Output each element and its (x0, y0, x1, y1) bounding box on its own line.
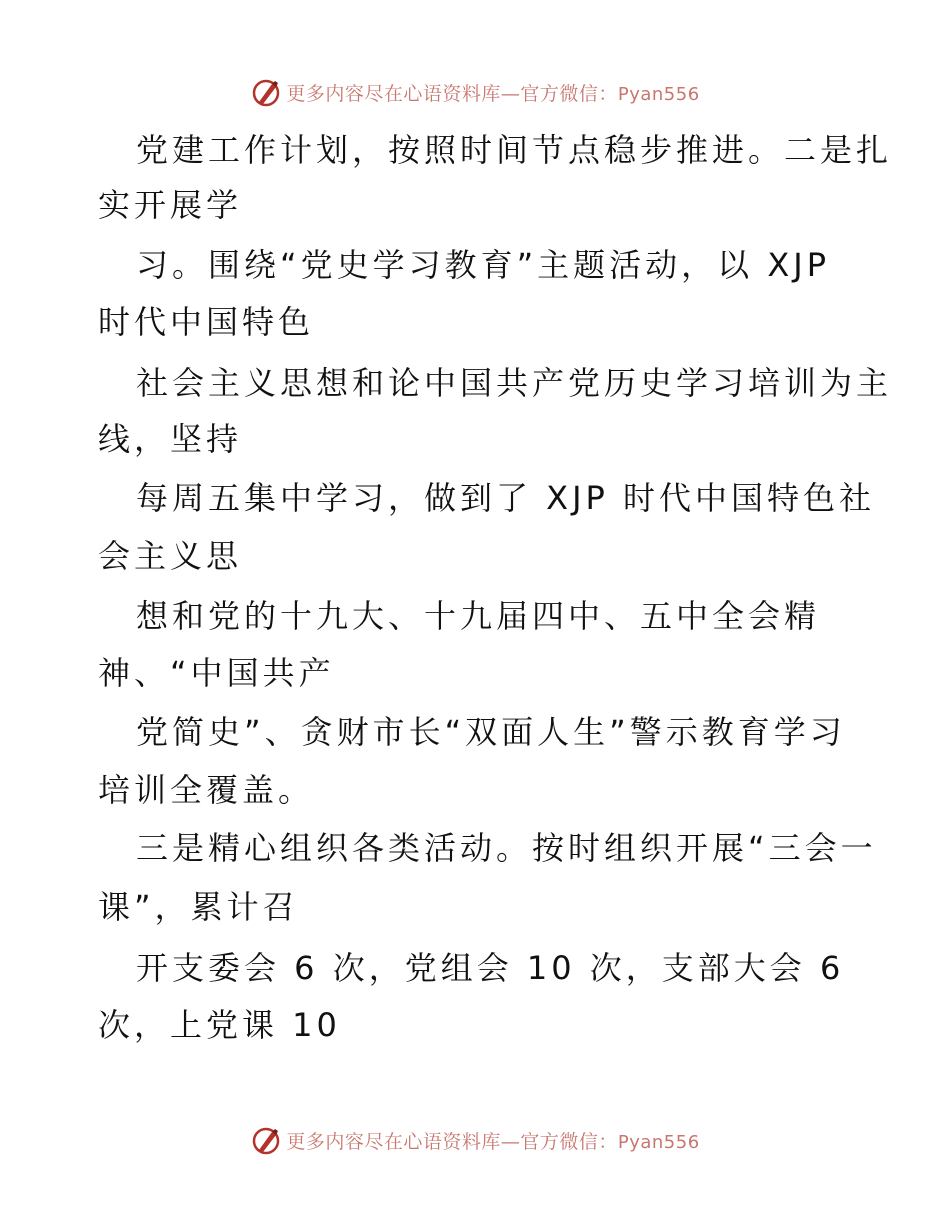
body-line: 线，坚持 (98, 420, 243, 458)
page-header-watermark (0, 72, 950, 112)
body-line: 社会主义思想和论中国共产党历史学习培训为主 (136, 364, 893, 402)
body-line: 开支委会 6 次，党组会 10 次，支部大会 6 (136, 949, 845, 987)
pen-circle-logo-icon (250, 1124, 282, 1156)
body-line: 课”，累计召 (98, 888, 299, 926)
body-line: 习。围绕“党史学习教育”主题活动，以 XJP (136, 246, 830, 284)
body-line: 次，上党课 10 (98, 1006, 341, 1044)
pen-circle-logo-icon (250, 76, 282, 108)
footer-watermark-text: 更多内容尽在心语资料库—官方微信：Pyan556 (286, 1130, 700, 1153)
body-line: 党建工作计划，按照时间节点稳步推进。二是扎 (136, 131, 893, 169)
body-line: 时代中国特色 (98, 303, 315, 341)
page-footer-watermark (0, 1120, 950, 1160)
body-line: 培训全覆盖。 (98, 771, 315, 809)
body-line: 三是精心组织各类活动。按时组织开展“三会一 (136, 829, 877, 867)
body-line: 实开展学 (98, 186, 243, 224)
body-line: 神、“中国共产 (98, 654, 335, 692)
body-line: 党简史”、贪财市长“双面人生”警示教育学习 (136, 713, 846, 751)
body-line: 会主义思 (98, 537, 243, 575)
body-line: 想和党的十九大、十九届四中、五中全会精 (136, 597, 821, 635)
header-watermark-text: 更多内容尽在心语资料库—官方微信：Pyan556 (286, 82, 700, 105)
body-line: 每周五集中学习，做到了 XJP 时代中国特色社 (136, 479, 876, 517)
